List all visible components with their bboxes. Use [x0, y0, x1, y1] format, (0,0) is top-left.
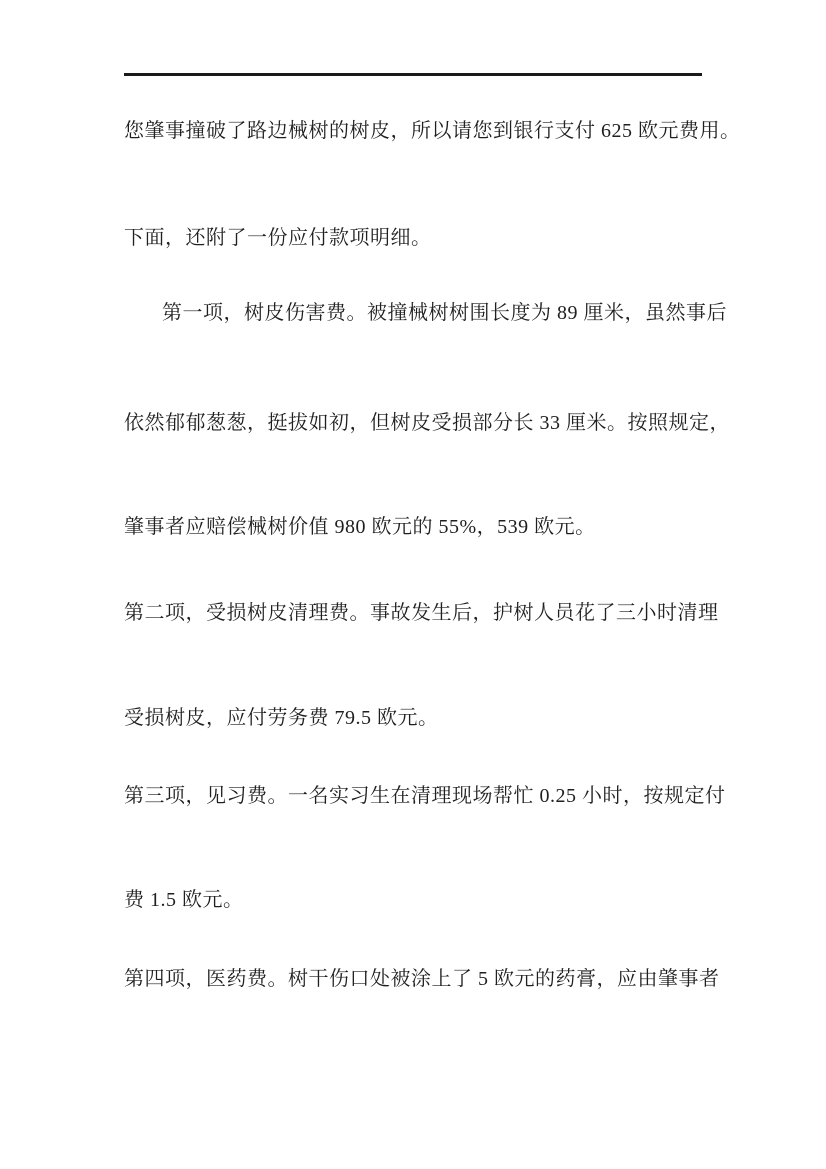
header-divider-rule	[124, 73, 702, 76]
paragraph-line: 费 1.5 欧元。	[124, 889, 244, 911]
paragraph-line: 您肇事撞破了路边械树的树皮，所以请您到银行支付 625 欧元费用。	[124, 120, 741, 142]
paragraph-line: 依然郁郁葱葱，挺拔如初，但树皮受损部分长 33 厘米。按照规定，	[124, 412, 730, 434]
paragraph-line-item1: 第一项，树皮伤害费。被撞械树树围长度为 89 厘米，虽然事后	[162, 302, 727, 324]
paragraph-line: 受损树皮，应付劳务费 79.5 欧元。	[124, 707, 439, 729]
paragraph-line-item4: 第四项，医药费。树干伤口处被涂上了 5 欧元的药膏，应由肇事者	[124, 968, 720, 990]
paragraph-line: 下面，还附了一份应付款项明细。	[124, 227, 432, 249]
paragraph-line: 肇事者应赔偿械树价值 980 欧元的 55%，539 欧元。	[124, 516, 596, 538]
paragraph-line-item2: 第二项，受损树皮清理费。事故发生后，护树人员花了三小时清理	[124, 602, 719, 624]
paragraph-line-item3: 第三项，见习费。一名实习生在清理现场帮忙 0.25 小时，按规定付	[124, 785, 726, 807]
